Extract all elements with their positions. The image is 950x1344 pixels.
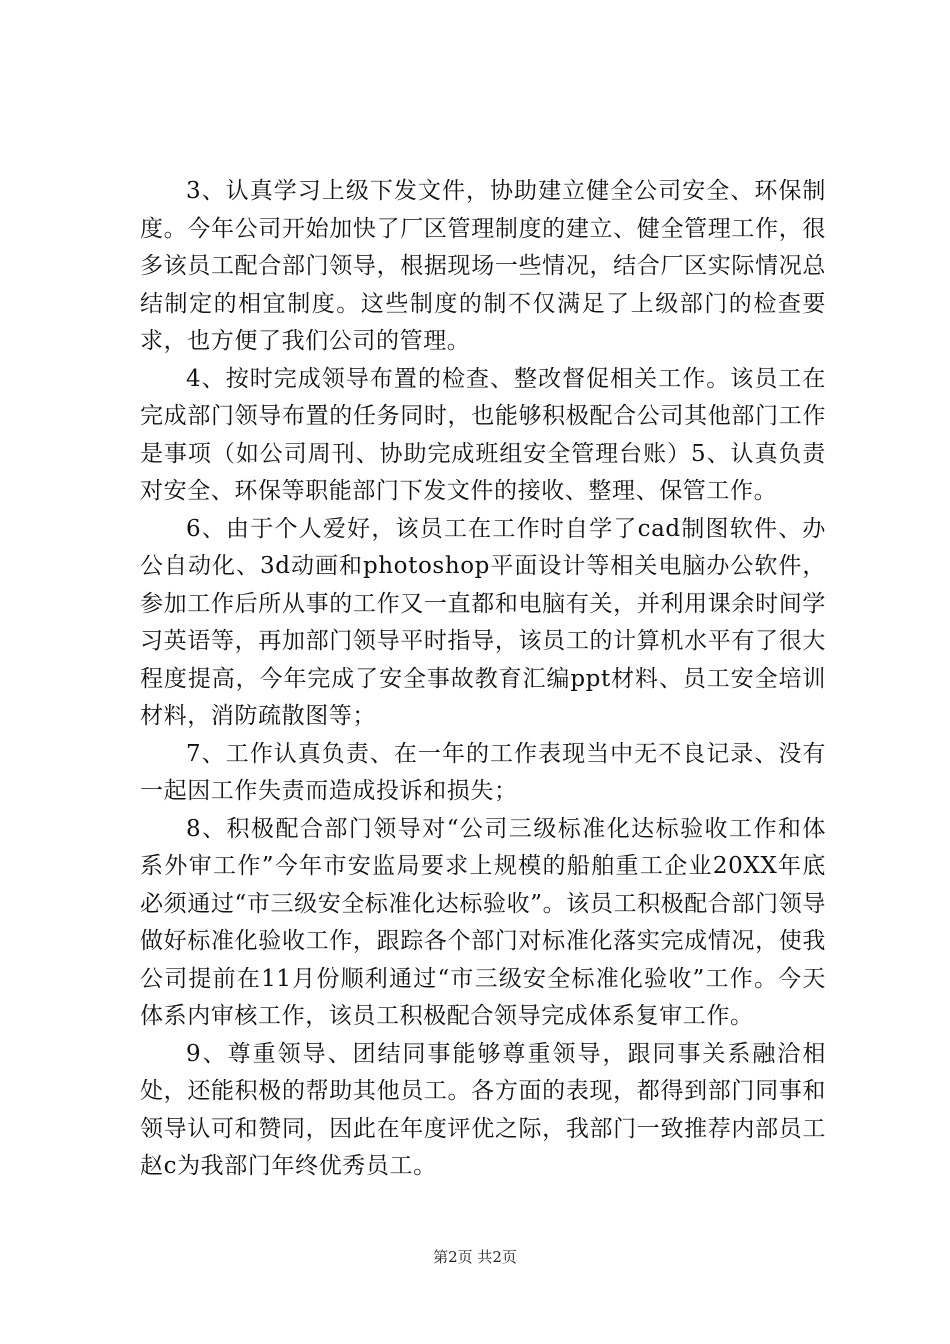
document-body [140, 173, 826, 1186]
paragraph-item-3: 3、认真学习上级下发文件，协助建立健全公司安全、环保制度。今年公司开始加快了厂区管理制度的建立、健全管理工作，很多该员工配合部门领导，根据现场一些情况，结合厂区实际情况总结制定的相宜制度。这些制度的制不仅满足了上级部门的检查要求，也方便了我们公司的管理。 [140, 178, 826, 354]
paragraph-item-9: 9、尊重领导、团结同事能够尊重领导，跟同事关系融洽相处，还能积极的帮助其他员工。各方面的表现，都得到部门同事和领导认可和赞同，因此在年度评优之际，我部门一致推荐内部员工赵c为我部门年终优秀员工。 [140, 1040, 826, 1179]
paragraph-item-6: 6、由于个人爱好，该员工在工作时自学了cad制图软件、办公自动化、3d动画和photoshop平面设计等相关电脑办公软件，参加工作后所从事的工作又一直都和电脑有关，并利用课余时间学习英语等，再加部门领导平时指导，该员工的计算机水平有了很大程度提高，今年完成了安全事故教育汇编ppt材料、员工安全培训材料，消防疏散图等； [140, 515, 826, 729]
page-number-footer: 第2页 共2页 [433, 1248, 517, 1266]
paragraph-item-4: 4、按时完成领导布置的检查、整改督促相关工作。该员工在完成部门领导布置的任务同时，也能够积极配合公司其他部门工作是事项（如公司周刊、协助完成班组安全管理台账）5、认真负责对安全、环保等职能部门下发文件的接收、整理、保管工作。 [140, 365, 826, 504]
paragraph-item-7: 7、工作认真负责、在一年的工作表现当中无不良记录、没有一起因工作失责而造成投诉和损失； [140, 740, 826, 804]
paragraph-item-8: 8、积极配合部门领导对“公司三级标准化达标验收工作和体系外审工作”今年市安监局要求上规模的船舶重工企业20XX年底必须通过“市三级安全标准化达标验收”。该员工积极配合部门领导做好标准化验收工作，跟踪各个部门对标准化落实完成情况，使我公司提前在11月份顺利通过“市三级安全标准化验收”工作。今天体系内审核工作，该员工积极配合领导完成体系复审工作。 [140, 815, 826, 1029]
